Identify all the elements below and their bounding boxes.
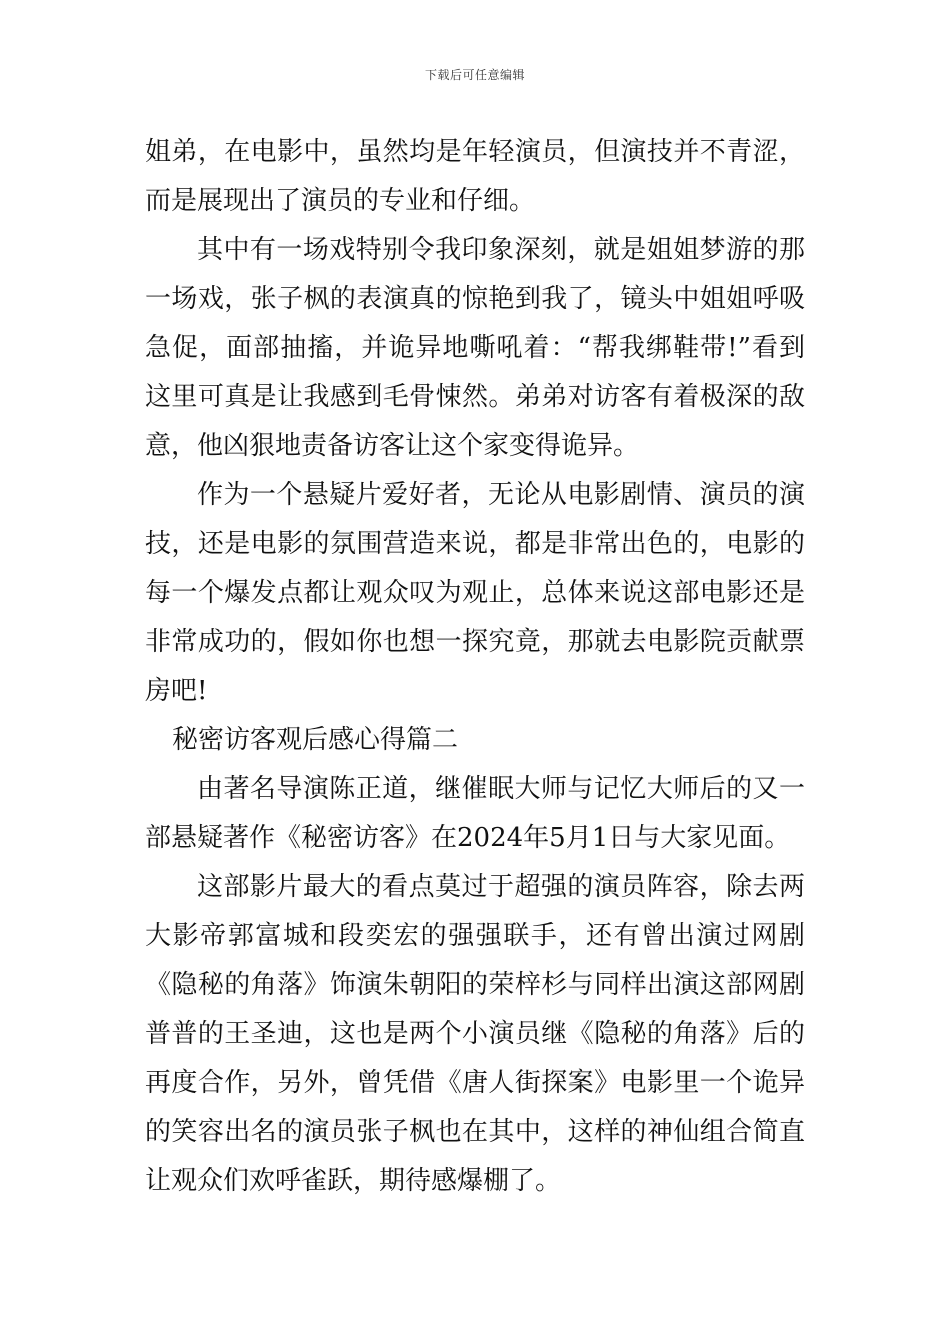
document-body bbox=[145, 128, 805, 1206]
section-heading: 秘密访客观后感心得篇二 bbox=[172, 725, 459, 755]
paragraph-3: 作为一个悬疑片爱好者，无论从电影剧情、演员的演技，还是电影的氛围营造来说，都是非常出色的，电影的每一个爆发点都让观众叹为观止，总体来说这部电影还是非常成功的，假如你也想一探究竟，那就去电影院贡献票房吧! bbox=[145, 480, 805, 706]
paragraph-4: 由著名导演陈正道，继催眠大师与记忆大师后的又一部悬疑著作《秘密访客》在2024年5月1日与大家见面。 bbox=[145, 774, 805, 853]
header-note: 下载后可任意编辑 bbox=[424, 68, 525, 82]
paragraph-1: 姐弟，在电影中，虽然均是年轻演员，但演技并不青涩，而是展现出了演员的专业和仔细。 bbox=[145, 137, 805, 216]
paragraph-2: 其中有一场戏特别令我印象深刻，就是姐姐梦游的那一场戏，张子枫的表演真的惊艳到我了，镜头中姐姐呼吸急促，面部抽搐，并诡异地嘶吼着：“帮我绑鞋带!”看到这里可真是让我感到毛骨悚然。弟弟对访客有着极深的敌意，他凶狠地责备访客让这个家变得诡异。 bbox=[145, 235, 805, 461]
paragraph-5: 这部影片最大的看点莫过于超强的演员阵容，除去两大影帝郭富城和段奕宏的强强联手，还有曾出演过网剧《隐秘的角落》饰演朱朝阳的荣梓杉与同样出演这部网剧普普的王圣迪，这也是两个小演员继《隐秘的角落》后的再度合作，另外，曾凭借《唐人街探案》电影里一个诡异的笑容出名的演员张子枫也在其中，这样的神仙组合简直让观众们欢呼雀跃，期待感爆棚了。 bbox=[145, 872, 805, 1196]
